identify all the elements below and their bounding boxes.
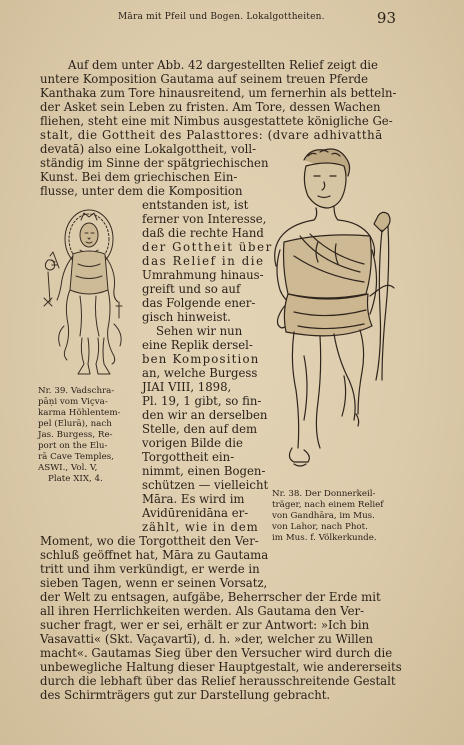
figure-39-caption-line: port on the Elu- <box>38 441 108 451</box>
text-line: tritt und ihm verkündigt, er werde in <box>40 562 260 576</box>
text-line: ben Komposition <box>142 352 260 366</box>
text-line: Torgottheit ein- <box>142 450 235 464</box>
figure-38-caption-line: von Lahor, nach Phot. <box>272 522 368 532</box>
vajrapani-figure-drawing <box>40 206 136 384</box>
figure-39-caption-line: rā Cave Temples, <box>38 452 114 462</box>
text-line: flusse, unter dem die Komposition <box>40 184 243 198</box>
text-line: devatā) also eine Lokalgottheit, voll- <box>40 142 257 156</box>
text-line: daß die rechte Hand <box>142 226 264 240</box>
text-line: an, welche Burgess <box>142 366 258 380</box>
text-line: gisch hinweist. <box>142 310 231 324</box>
text-line: all ihren Herrlichkeiten werden. Als Gautama den Ver- <box>40 604 365 618</box>
text-line: macht«. Gautamas Sieg über den Versucher wird durch die <box>40 646 393 660</box>
thunderbolt-bearer-figure-drawing <box>264 146 396 482</box>
figure-39-illustration <box>40 206 136 384</box>
text-line: fliehen, steht eine mit Nimbus ausgestattete königliche Ge- <box>40 114 393 128</box>
text-line: entstanden ist, ist <box>142 198 249 212</box>
figure-38-caption-line: Nr. 38. Der Donnerkeil- <box>272 489 376 499</box>
text-line: Avidūrenidāna er- <box>142 506 249 520</box>
figure-39-caption-line: Nr. 39. Vadschra- <box>38 386 115 396</box>
text-line: nimmt, einen Bogen- <box>142 464 266 478</box>
figure-38-caption-line: träger, nach einem Relief <box>272 500 384 510</box>
figure-39-caption-line: karma Höhlentem- <box>38 408 121 418</box>
text-line: ferner von Interesse, <box>142 212 267 226</box>
text-line: Umrahmung hinaus- <box>142 268 264 282</box>
text-line: untere Komposition Gautama auf seinem treuen Pferde <box>40 72 369 86</box>
text-line: Sehen wir nun <box>156 324 243 338</box>
text-line: ständig im Sinne der spätgriechischen <box>40 156 269 170</box>
figure-39-caption-line: pel (Elurā), nach <box>38 419 112 429</box>
text-line: Pl. 19, 1 gibt, so fin- <box>142 394 262 408</box>
text-line: Māra. Es wird im <box>142 492 245 506</box>
text-line: sucher fragt, wer er sei, erhält er zur Antwort: »Ich bin <box>40 618 370 632</box>
page-header <box>0 10 464 32</box>
text-line: der Gottheit über <box>142 240 273 254</box>
figure-38-illustration <box>264 146 396 482</box>
figure-38-caption-line: im Mus. f. Völkerkunde. <box>272 533 377 543</box>
figure-38-caption-line: von Gandhāra, im Mus. <box>272 511 375 521</box>
text-line: greift und so auf <box>142 282 241 296</box>
text-line: JIAI VIII, 1898, <box>142 380 232 394</box>
text-line: Kanthaka zum Tore hinausreitend, um fernerhin als betteln- <box>40 86 397 100</box>
text-line: schützen — vielleicht <box>142 478 269 492</box>
text-line: vorigen Bilde die <box>142 436 243 450</box>
figure-39-caption-line: ASWI., Vol. V, <box>38 463 98 473</box>
text-line: eine Replik dersel- <box>142 338 253 352</box>
text-line: zählt, wie in dem <box>142 520 259 534</box>
figure-39-caption-line: Plate XIX, 4. <box>48 474 103 484</box>
figure-39-caption-line: Jas. Burgess, Re- <box>38 430 113 440</box>
text-line: des Schirmträgers gut zur Darstellung gebracht. <box>40 688 331 702</box>
text-line: das Folgende ener- <box>142 296 256 310</box>
text-line: sieben Tagen, wenn er seinen Vorsatz, <box>40 576 268 590</box>
running-head: Māra mit Pfeil und Bogen. Lokalgottheiten. <box>118 12 325 22</box>
text-line: das Relief in die <box>142 254 265 268</box>
text-line: Auf dem unter Abb. 42 dargestellten Relief zeigt die <box>68 58 378 72</box>
text-line: durch die lebhaft über das Relief herausschreitende Gestalt <box>40 674 396 688</box>
text-line: stalt, die Gottheit des Palasttores: (dvare adhivatthā <box>40 128 383 142</box>
text-line: Kunst. Bei dem griechischen Ein- <box>40 170 238 184</box>
text-line: schluß geöffnet hat, Māra zu Gautama <box>40 548 269 562</box>
figure-39-caption-line: pāṇi vom Viçva- <box>38 397 108 407</box>
text-line: Moment, wo die Torgottheit den Ver- <box>40 534 259 548</box>
text-line: unbewegliche Haltung dieser Hauptgestalt, wie andererseits <box>40 660 402 674</box>
text-line: Vasavatti« (Skt. Vaçavartī), d. h. »der, welcher zu Willen <box>40 632 374 646</box>
page-number: 93 <box>376 9 396 27</box>
text-line: der Asket sein Leben zu fristen. Am Tore, dessen Wachen <box>40 100 381 114</box>
text-line: den wir an derselben <box>142 408 268 422</box>
text-line: Stelle, den auf dem <box>142 422 258 436</box>
text-line: der Welt zu entsagen, aufgäbe, Beherrscher der Erde mit <box>40 590 381 604</box>
